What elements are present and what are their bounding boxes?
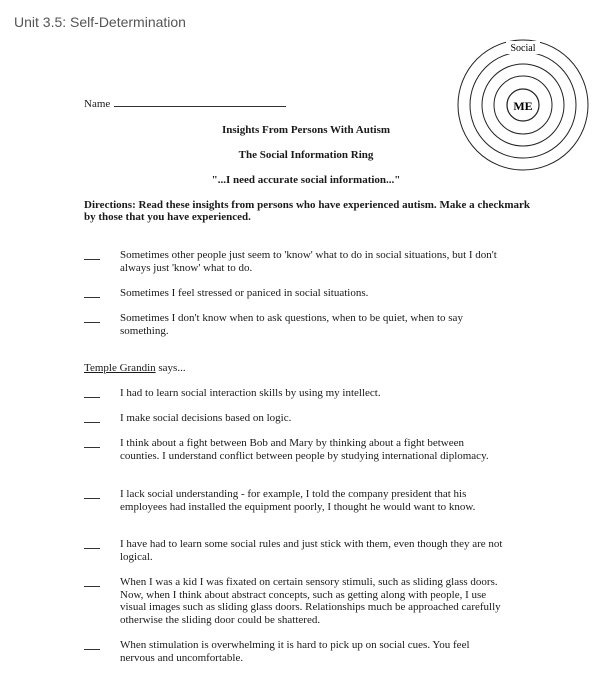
list-item: Sometimes I don't know when to ask questions, when to be quiet, when to say something. xyxy=(84,312,504,337)
checkmark-blank[interactable] xyxy=(84,498,100,499)
form-quote: "...I need accurate social information..." xyxy=(211,174,401,186)
form-subtitle: The Social Information Ring xyxy=(238,149,374,161)
directions: Directions: Read these insights from persons who have experienced autism. Make a checkmark by those that you have experienced. xyxy=(84,199,530,223)
checkmark-blank[interactable] xyxy=(84,548,100,549)
checkmark-blank[interactable] xyxy=(84,649,100,650)
checkmark-blank[interactable] xyxy=(84,447,100,448)
checkmark-blank[interactable] xyxy=(84,422,100,423)
temple-grandin-heading xyxy=(84,362,186,374)
checkmark-blank[interactable] xyxy=(84,297,100,298)
name-line[interactable] xyxy=(114,97,286,107)
list-item: I have had to learn some social rules and just stick with them, even though they are not logical. xyxy=(84,538,504,563)
form-title: Insights From Persons With Autism xyxy=(221,124,391,136)
checkmark-blank[interactable] xyxy=(84,259,100,260)
list-item: I make social decisions based on logic. xyxy=(84,412,504,425)
list-item: I think about a fight between Bob and Mary by thinking about a fight between counties. I understand conflict between people by studying international diplomacy. xyxy=(84,437,504,462)
temple-name: Temple Grandin xyxy=(84,362,156,374)
checkmark-blank[interactable] xyxy=(84,397,100,398)
unit-title: Unit 3.5: Self-Determination xyxy=(14,14,186,30)
checkmark-blank[interactable] xyxy=(84,586,100,587)
list-item: I had to learn social interaction skills by using my intellect. xyxy=(84,387,504,400)
list-item: I lack social understanding - for example, I told the company president that his employees had installed the equipment poorly, I thought he would want to know. xyxy=(84,488,504,513)
list-item: Sometimes other people just seem to 'know' what to do in social situations, but I don't always just 'know' what to do. xyxy=(84,249,504,274)
list-item: When I was a kid I was fixated on certain sensory stimuli, such as sliding glass doors. Now, when I think about abstract concepts, such as getting along with people, I use visual images such as sliding glass doors. Relationships much be approached carefully otherwise the sliding door could be shattered. xyxy=(84,576,504,626)
name-field[interactable] xyxy=(84,97,286,110)
ring-social-label: Social xyxy=(510,43,536,54)
temple-says: says... xyxy=(155,362,186,374)
list-item: Sometimes I feel stressed or paniced in social situations. xyxy=(84,287,504,300)
list-item: When stimulation is overwhelming it is hard to pick up on social cues. You feel nervous and uncomfortable. xyxy=(84,639,504,664)
checkmark-blank[interactable] xyxy=(84,322,100,323)
ring-me-label: ME xyxy=(513,99,533,113)
name-label: Name xyxy=(84,98,111,110)
